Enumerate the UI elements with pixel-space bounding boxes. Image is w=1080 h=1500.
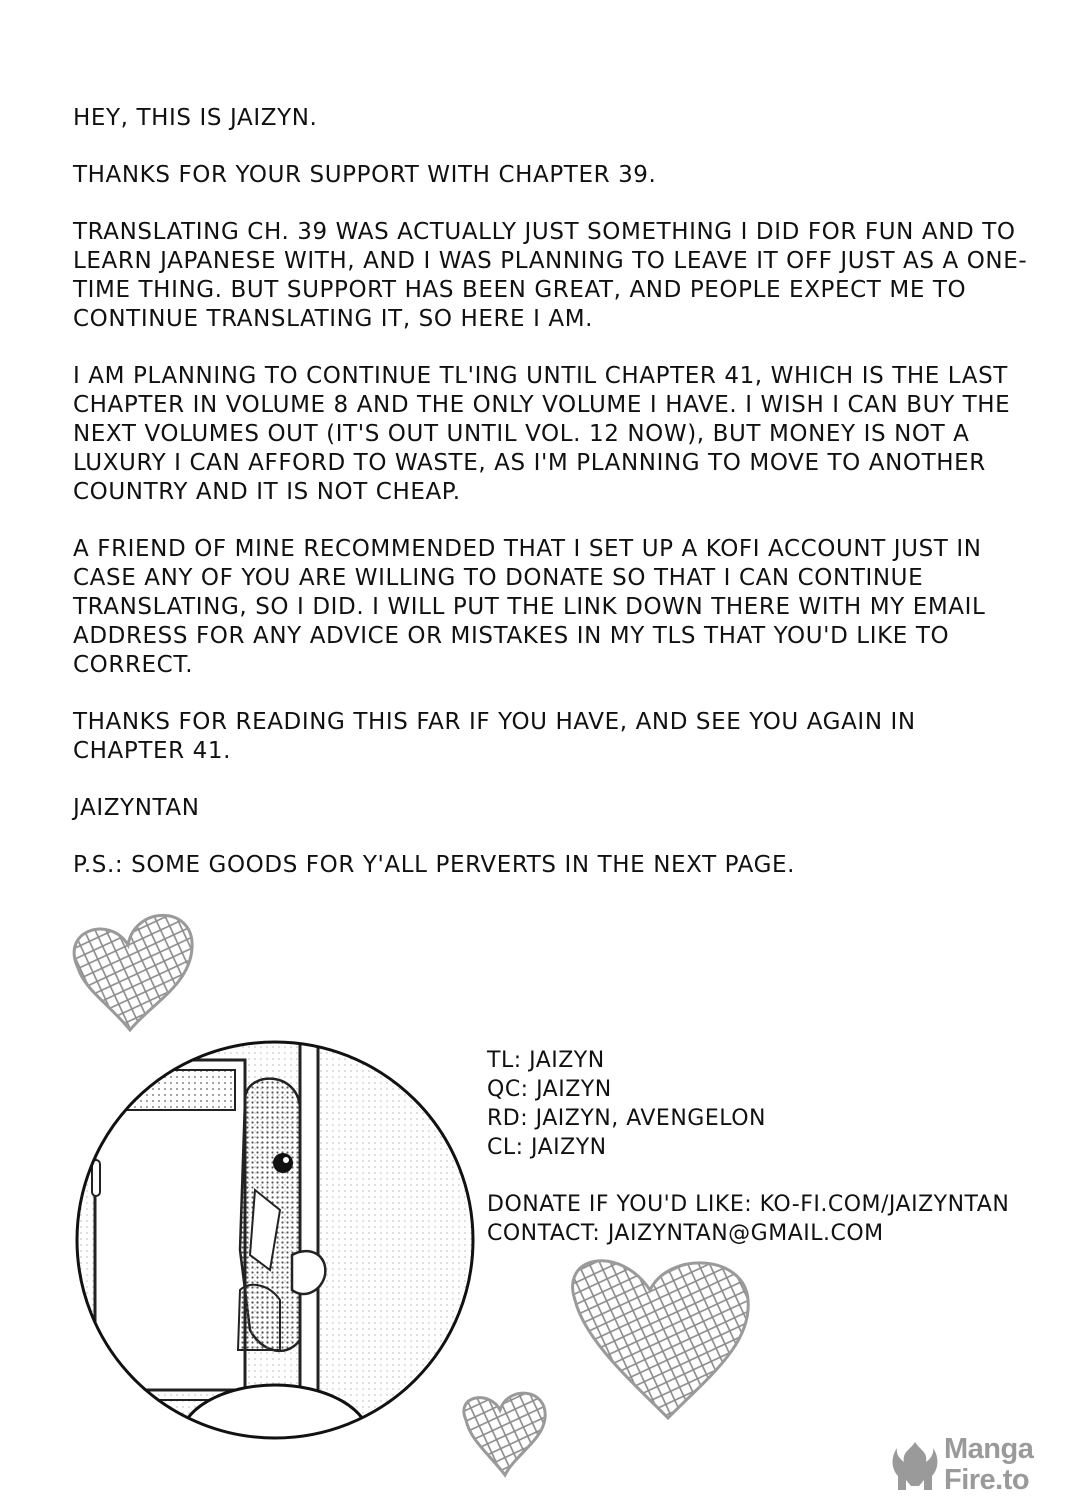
credit-rd: RD: JAIZYN, AVENGELON — [487, 1106, 766, 1131]
note-paragraph: HEY, THIS IS JAIZYN. — [73, 105, 318, 131]
credits-block — [487, 1046, 1067, 1248]
watermark-line2: Fire.to — [944, 1464, 1030, 1496]
contact-email[interactable]: CONTACT: JAIZYNTAN@GMAIL.COM — [487, 1221, 884, 1246]
credit-cl: CL: JAIZYN — [487, 1135, 607, 1160]
spacer — [487, 1162, 1067, 1190]
credit-qc: QC: JAIZYN — [487, 1077, 612, 1102]
credit-tl: TL: JAIZYN — [487, 1048, 605, 1073]
note-paragraph: TRANSLATING CH. 39 WAS ACTUALLY JUST SOMETHING I DID FOR FUN AND TO LEARN JAPANESE WITH, AND I WAS PLANNING TO LEAVE IT OFF JUST AS A ONE-TIME THING. BUT SUPPORT HAS BEEN GREAT, AND PEOPLE EXPECT ME TO CONTINUE TRANSLATING IT, SO HERE I AM. — [73, 219, 1028, 332]
note-paragraph: I AM PLANNING TO CONTINUE TL'ING UNTIL CHAPTER 41, WHICH IS THE LAST CHAPTER IN VOLUME 8 AND THE ONLY VOLUME I HAVE. I WISH I CAN BUY THE NEXT VOLUMES OUT (IT'S OUT UNTIL VOL. 12 NOW), BUT MONEY IS NOT A LUXURY I CAN AFFORD TO WASTE, AS I'M PLANNING TO MOVE TO ANOTHER COUNTRY AND IT IS NOT CHEAP. — [73, 363, 1011, 505]
note-paragraph: A FRIEND OF MINE RECOMMENDED THAT I SET UP A KOFI ACCOUNT JUST IN CASE ANY OF YOU ARE WILLING TO DONATE SO THAT I CAN CONTINUE TRANSLATING, SO I DID. I WILL PUT THE LINK DOWN THERE WITH MY EMAIL ADDRESS FOR ANY ADVICE OR MISTAKES IN MY TLS THAT YOU'D LIKE TO CORRECT. — [73, 536, 986, 678]
heart-crosshatch-icon — [74, 915, 192, 1030]
note-postscript: P.S.: SOME GOODS FOR Y'ALL PERVERTS IN THE NEXT PAGE. — [73, 852, 796, 878]
flame-logo-icon — [890, 1440, 940, 1492]
heart-crosshatch-icon — [573, 1261, 749, 1418]
watermark-logo — [890, 1434, 1060, 1496]
watermark-line1: Manga — [944, 1433, 1034, 1465]
note-paragraph: THANKS FOR YOUR SUPPORT WITH CHAPTER 39. — [73, 162, 657, 188]
donate-link[interactable]: DONATE IF YOU'D LIKE: KO-FI.COM/JAIZYNTAN — [487, 1192, 1010, 1217]
note-signature: JAIZYNTAN — [73, 795, 200, 821]
note-paragraph: THANKS FOR READING THIS FAR IF YOU HAVE, AND SEE YOU AGAIN IN CHAPTER 41. — [73, 709, 916, 764]
circular-panel — [70, 1040, 490, 1495]
heart-crosshatch-icon — [464, 1393, 545, 1475]
